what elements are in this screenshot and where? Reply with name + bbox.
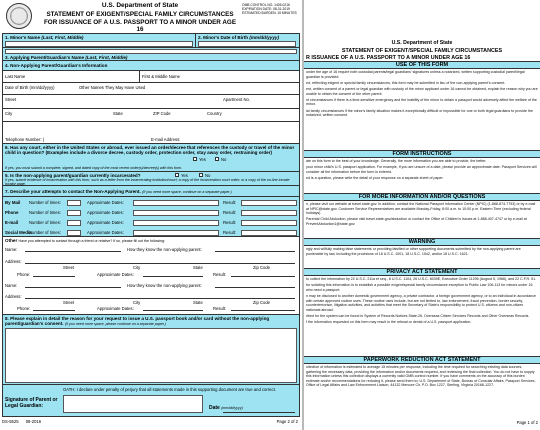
- section-heading: PRIVACY ACT STATEMENT: [304, 268, 540, 276]
- right-title-line1: STATEMENT OF EXIGENT/SPECIAL FAMILY CIRCUMSTANCES: [341, 48, 503, 54]
- form-title-line1: STATEMENT OF EXIGENT/SPECIAL FAMILY CIRCUMSTANCES: [46, 11, 234, 18]
- row-city: [3, 109, 299, 122]
- contact-method-label: Social Media: [5, 230, 32, 235]
- signature-label: Signature of Parent or Legal Guardian:: [5, 397, 58, 409]
- section-paragraph: ed, reflecting exigent or special family circumstances, this form may be submitted in lieu of the non-applying parent's consent.: [306, 80, 506, 85]
- country-label: Country: [207, 111, 222, 116]
- page-number-left: Page 2 of 2: [276, 419, 298, 424]
- section-text: [306, 247, 538, 258]
- result-field[interactable]: [241, 220, 297, 226]
- section-paragraph: for soliciting this information is to establish a possible exigent/special family circumstance exception to Public Law 106-113 for minors under 16 who need a passport.: [306, 283, 533, 292]
- city-label: City: [5, 111, 13, 116]
- other-contact-block: Other Have you attempted to contact through a friend or relative? If so, please fill out the following: Name: How they know the non-applying parent: Address: Street City State Zip Code Phone: Approximate Dates: Result: Name: How they know the non-applying parent: Address: Street City State Zip Code Phone: Approximate Dates: Result:: [3, 237, 299, 315]
- section-text: [306, 277, 538, 326]
- section-text: [306, 70, 538, 119]
- contact-method-label: By Mail: [5, 200, 21, 205]
- incarcerated-no-checkbox[interactable]: [199, 173, 203, 177]
- row-minor: [3, 34, 299, 48]
- how-know-label: How they know the non-applying parent:: [127, 247, 202, 252]
- friend-name-label: Name:: [5, 247, 18, 252]
- form-date: 08-2016: [25, 419, 42, 424]
- date-label: Date (mm/dd/yyyy): [209, 405, 243, 411]
- friend-phone-label: Phone:: [17, 272, 31, 277]
- approx-dates-field[interactable]: [133, 200, 219, 206]
- section-heading: FORM INSTRUCTIONS: [304, 150, 540, 158]
- friend2-phone-label: Phone:: [17, 306, 31, 311]
- section-text: [306, 159, 538, 182]
- number-of-times-field[interactable]: [67, 210, 81, 216]
- state-label: State: [113, 111, 123, 116]
- contact-row: E-mail Number of times: Approximate Dates: Result:: [3, 218, 299, 228]
- section-paragraph: n, please visit our website at travel.state.gov. In addition, contact the National Passport Information Center (NPIC) (1-888-874-7793) or by e-mail at NPIC@state.gov. Customer Service Representatives are available Monday-Friday, 8:00 a.m. to 10:00 p.m. Eastern Time (excluding federal holidays).: [306, 202, 536, 216]
- contact-row: Phone Number of times: Approximate Dates: Result:: [3, 208, 299, 218]
- row-applying-parent: [3, 48, 299, 61]
- section-paragraph: ollection of information is estimated to average 15 minutes per response, including the time required for searching existing data sources, gathering the necessary data, providing the information and/or documents required, and reviewing the final collection. You do not have to supply this information unless this collection displays a currently valid OMB control number. If you have comments on the accuracy of this burden estimate and/or recommendations for reducing it, please send them to: U.S. Department of State, Bureau of Consular Affairs, Passport Services, Office of Legal Affairs and Law Enforcement Liaison, 44132 Mercure Cir, P.O. Box 1227, Sterling, Virginia 20166-1227.: [306, 365, 536, 388]
- email-label: E-mail Address:: [151, 137, 181, 142]
- contact-method-label: Phone: [5, 210, 19, 215]
- section-paragraph: your minor child's U.S. passport application. For example, if you are unsure of a date, please provide an approximate date. Passport Services will consider all the information before the form is entered.: [306, 165, 537, 174]
- other-label: Other Have you attempted to contact through a friend or relative? If so, please fill out the following:: [5, 238, 165, 243]
- street-label: Street: [5, 97, 17, 102]
- form-header: [0, 0, 302, 34]
- number-of-times-field[interactable]: [67, 200, 81, 206]
- oath-text: OATH: I declare under penalty of perjury that all statements made in this supporting document are true and correct.: [63, 387, 276, 392]
- contact-row: By Mail Number of times: Approximate Dates: Result:: [3, 198, 299, 208]
- row-nonapplying-header: [3, 61, 299, 71]
- result-field[interactable]: [241, 230, 297, 236]
- omb-info: OMB CONTROL NO. 1405-0216 EXPIRATION DATE: 08-31-2019 ESTIMATED BURDEN: 15 MINUTES: [242, 3, 297, 16]
- applying-parent-field[interactable]: [5, 49, 297, 54]
- section-text: [306, 365, 538, 390]
- row-name: [3, 71, 299, 83]
- form-title-line2: FOR ISSUANCE OF A U.S. PASSPORT TO A MINOR UNDER AGE 16: [43, 19, 237, 33]
- minor-name-field[interactable]: [5, 41, 193, 47]
- number-of-times-field[interactable]: [67, 220, 81, 226]
- contact-attempts-label: 7. Describe your attempts to contact the Non-Applying Parent. (If you need more space, continue on a separate paper.): [5, 189, 232, 194]
- section-heading: FOR MORE INFORMATION AND/OR QUESTIONS: [304, 193, 540, 201]
- reason-question: 8. Please explain in detail the reason for your request to issue a U.S. passport book and/or card without the non-applying parent/guardian's consent. (If you need more space, please continue on a separate paper.): [5, 316, 270, 327]
- section-paragraph: ribed for the system can be found in System of Records Notices State-26, Overseas Citizen Services Records and Other Overseas Records.: [306, 313, 530, 318]
- section-paragraph: nt circumstances if there is a time-sensitive emergency and the inability of the minor to obtain a passport would adversely affect the welfare of the minor.: [306, 97, 537, 107]
- form-footer: [2, 419, 300, 424]
- friend-address-label: Address:: [5, 259, 22, 264]
- section-paragraph: ial family circumstances if the minor's family situation makes it exceptionally difficult or impossible for one or both legal guardians to provide the notarized, written consent.: [306, 108, 533, 118]
- nonapplying-info-label: 4. Non-Applying Parent/Guardian's Information: [5, 63, 108, 68]
- np-dob-label: Date of Birth (mm/dd/yyyy): [5, 85, 55, 90]
- row-incarcerated: 5. Is the non-applying parent/guardian currently incarcerated? Yes No If yes, submit evidence of incarceration with this form, such as a letter from the incarcerating institution/court; a copy of the incarceration court order; or a copy of the on-line inmate locator page.: [3, 172, 299, 186]
- section-paragraph: Parental Child Abduction, please visit travel.state.gov/abduction or contact the Office of Children's Issues at 1-888-407-4747 or by e-mail at PreventAbduction1@state.gov.: [306, 217, 527, 226]
- row-contact-header: [3, 186, 299, 197]
- friend2-address-label: Address:: [5, 294, 22, 299]
- court-order-note: If yes, you must submit a complete, signed, and dated copy of the most recent order(s)/decree(s) with this form.: [5, 166, 183, 170]
- first-middle-label: First & Middle Name: [142, 74, 180, 79]
- right-department-name: U.S. Department of State: [391, 40, 453, 46]
- result-field[interactable]: [241, 210, 297, 216]
- applying-parent-label: 3. Applying Parent/Guardian's Name (Last, First, Middle): [5, 55, 128, 60]
- number-of-times-field[interactable]: [67, 230, 81, 236]
- incarcerated-yes-checkbox[interactable]: [175, 173, 179, 177]
- approx-dates-field[interactable]: [133, 220, 219, 226]
- row-phone: [3, 122, 299, 144]
- apt-label: Apartment No.: [223, 97, 250, 102]
- row-oath: [3, 385, 299, 416]
- incarcerated-note: If yes, submit evidence of incarceration with this form, such as a letter from the incarcerating institution/court; a copy of the incarceration court order; or a copy of the on-line inmate locator page.: [5, 178, 290, 186]
- contact-method-label: E-mail: [5, 220, 19, 225]
- form-number: DS-5525: [2, 419, 19, 424]
- row-reason: [3, 315, 299, 385]
- reason-textarea[interactable]: [5, 328, 297, 383]
- result-field[interactable]: [241, 200, 297, 206]
- department-seal-icon: [6, 3, 32, 29]
- court-order-question: 6. Has any court, either in the United States or abroad, ever issued an order/decree that references the custody or travel of the minor child in question? (Examples include a divorce decree, custody order, protection order, stay away order, restraining order): [5, 145, 295, 156]
- section-paragraph: ent, written consent of a parent or legal guardian with custody of the minor applicant under 16 cannot be obtained, explain the reason why you are unable to obtain the consent of the other parent.: [306, 86, 538, 96]
- page-number-right: Page 1 of 2: [516, 420, 538, 425]
- section-paragraph: to collect the information by 22 U.S.C. 211a et seq., 8 U.S.C. 1104, 26 U.S.C. 6039E, Executive Order 11295 (August 5, 1966), and 22 C.F.R. 51.: [306, 277, 537, 281]
- section-text: [306, 202, 538, 228]
- minor-dob-label: 2. Minor's Date of Birth (mm/dd/yyyy): [198, 35, 280, 40]
- minor-name-label: 1. Minor's Name (Last, First, Middle): [5, 35, 84, 40]
- other-names-label: Other Names They May Have Used: [79, 85, 146, 90]
- zip-label: ZIP Code: [153, 111, 171, 116]
- row-court-order: 6. Has any court, either in the United States or abroad, ever issued an order/decree that references the custody or travel of the minor child in question? (Examples include a divorce decree, custody order, protection order, stay away order, restraining order) Yes No If yes, you must submit a complete, signed, and dated copy of the most recent order(s)/decree(s) with this form.: [3, 144, 299, 172]
- contact-row: Social Media Number of times: Approximate Dates: Result:: [3, 228, 299, 238]
- section-heading: USE OF THIS FORM: [304, 61, 540, 69]
- last-name-label: Last Name: [5, 74, 26, 79]
- department-name: U.S. Department of State: [101, 2, 179, 9]
- friend2-name-label: Name:: [5, 283, 18, 288]
- approx-dates-field[interactable]: [133, 210, 219, 216]
- minor-dob-field[interactable]: [198, 41, 296, 47]
- section-paragraph: f the information requested on this form may result in the refusal or denial of a U.S. passport application.: [306, 320, 472, 325]
- court-order-yes-checkbox[interactable]: [193, 157, 197, 161]
- court-order-no-checkbox[interactable]: [215, 157, 219, 161]
- section-heading: PAPERWORK REDUCTION ACT STATEMENT: [304, 356, 540, 364]
- section-paragraph: ed is a question, please write the detail of your response on a separate sheet of paper.: [306, 175, 444, 180]
- row-street: [3, 95, 299, 109]
- signature-field[interactable]: [63, 395, 203, 413]
- telephone-label: Telephone Number: (: [5, 137, 45, 142]
- right-title-line2: R ISSUANCE OF A U.S. PASSPORT TO A MINOR UNDER AGE 16: [306, 55, 471, 61]
- form-body: [2, 33, 300, 417]
- form-page-1: [304, 0, 540, 430]
- incarcerated-question: 5. Is the non-applying parent/guardian currently incarcerated?: [5, 173, 141, 178]
- approx-dates-field[interactable]: [133, 230, 219, 236]
- section-paragraph: n may be disclosed to another domestic government agency, a private contractor, a foreign government agency, or to an individual in accordance with certain approved routine uses. These routine uses include, but are not limited to, law enforcement, fraud prevention, border security, counterterrorism, litigation activities, and activities that meet the Secretary of State's responsibility to protect U.S. citizens and non-citizen nationals abroad.: [306, 293, 536, 312]
- contact-methods-table: [3, 197, 299, 237]
- section-paragraph: under the age of 16 require both custodial parents/legal guardians' signatures unless a notarized, written supporting custodial parent/legal guardian is provided.: [306, 70, 525, 79]
- section-paragraph: ngly and willfully making false statements or providing falsified or other supporting documents submitted by the non-applying parent are punishable by law, including the provisions of 18 U.S.C. 1001, 18 U.S.C. 1542, and/or 18 U.S.C. 1621.: [306, 247, 521, 256]
- row-dob: [3, 83, 299, 95]
- section-paragraph: ate on this form to the best of your knowledge. Generally, the more information you are able to provide, the better.: [306, 159, 487, 163]
- section-heading: WARNING: [304, 238, 540, 246]
